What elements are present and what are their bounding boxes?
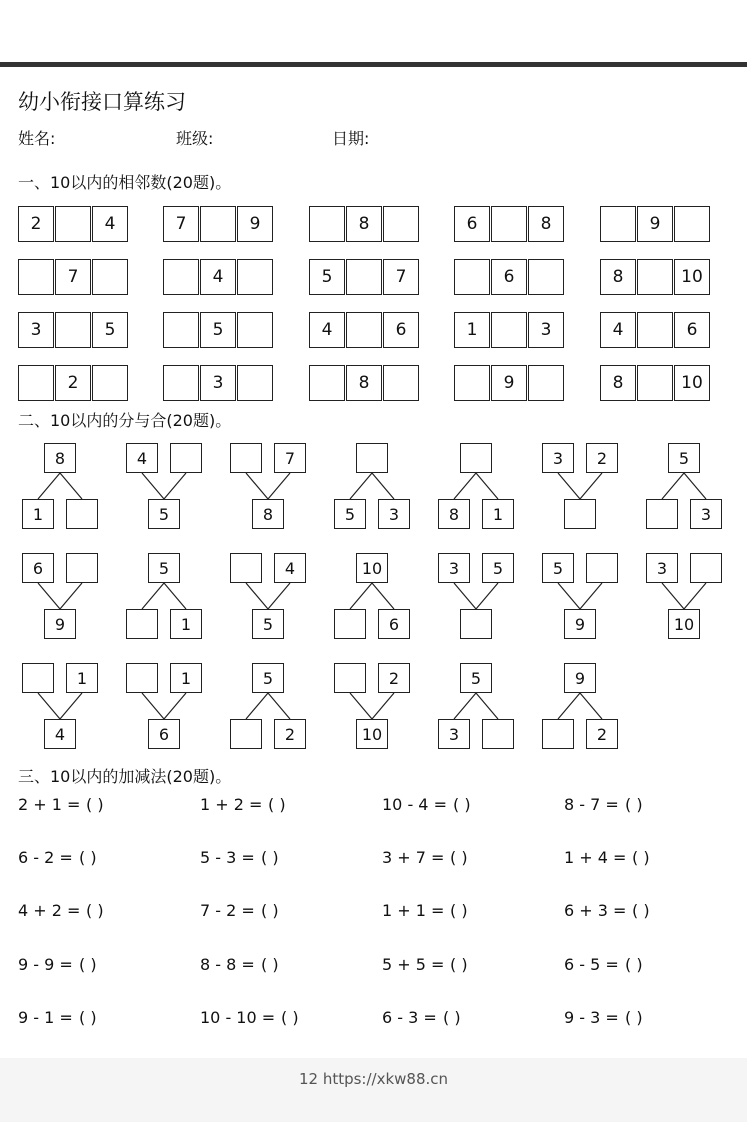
number-box: 5 — [200, 312, 236, 348]
number-box: 5 — [309, 259, 345, 295]
connector-line — [164, 583, 186, 609]
number-box: 8 — [346, 365, 382, 401]
number-box: 4 — [44, 719, 76, 749]
top-divider — [0, 62, 747, 67]
number-box: 3 — [646, 553, 678, 583]
connector-line — [372, 473, 394, 499]
connector-line — [454, 473, 476, 499]
adjacent-number-group — [163, 365, 273, 401]
answer-box[interactable] — [528, 365, 564, 401]
connector-line — [476, 473, 498, 499]
connector-line — [454, 583, 476, 609]
number-box: 5 — [668, 443, 700, 473]
connector-line — [580, 693, 602, 719]
number-bond-split — [646, 442, 726, 532]
number-box: 1 — [66, 663, 98, 693]
connector-line — [142, 583, 164, 609]
equation-expression: 9 - 9 = — [18, 955, 73, 974]
connector-line — [350, 473, 372, 499]
number-box: 7 — [55, 259, 91, 295]
answer-blank[interactable]: ( ) — [79, 955, 97, 974]
adjacent-number-group — [309, 206, 419, 242]
answer-box[interactable] — [163, 259, 199, 295]
number-bond-split — [230, 662, 310, 752]
number-box: 10 — [674, 259, 710, 295]
answer-box[interactable] — [460, 609, 492, 639]
answer-box[interactable] — [163, 312, 199, 348]
answer-box[interactable] — [646, 499, 678, 529]
section3-heading: 三、10以内的加减法(20题)。 — [18, 767, 232, 786]
number-bond-merge — [126, 662, 206, 752]
adjacent-number-group — [309, 312, 419, 348]
number-bond-merge — [22, 662, 102, 752]
connector-line — [558, 473, 580, 499]
connector-line — [476, 583, 498, 609]
answer-box[interactable] — [309, 365, 345, 401]
answer-blank[interactable]: ( ) — [79, 848, 97, 867]
adjacent-number-group — [163, 259, 273, 295]
number-box: 5 — [92, 312, 128, 348]
adjacent-number-group — [309, 365, 419, 401]
connector-line — [164, 693, 186, 719]
number-box: 2 — [18, 206, 54, 242]
answer-box[interactable] — [126, 609, 158, 639]
number-box: 3 — [438, 553, 470, 583]
answer-box[interactable] — [55, 206, 91, 242]
number-box: 4 — [126, 443, 158, 473]
number-box: 6 — [383, 312, 419, 348]
connector-line — [558, 693, 580, 719]
answer-box[interactable] — [460, 443, 492, 473]
number-box: 8 — [528, 206, 564, 242]
number-box: 5 — [334, 499, 366, 529]
equation-expression: 1 + 1 = — [382, 901, 445, 920]
connector-line — [684, 583, 706, 609]
number-box: 4 — [274, 553, 306, 583]
number-bond-split — [438, 662, 518, 752]
number-bond-split — [22, 442, 102, 532]
equation-expression: 6 - 5 = — [564, 955, 619, 974]
number-box: 9 — [637, 206, 673, 242]
number-box: 3 — [542, 443, 574, 473]
adjacent-number-group — [600, 312, 710, 348]
answer-blank[interactable]: ( ) — [625, 1008, 643, 1027]
answer-blank[interactable]: ( ) — [450, 848, 468, 867]
answer-box[interactable] — [383, 365, 419, 401]
answer-box[interactable] — [92, 365, 128, 401]
number-box: 4 — [92, 206, 128, 242]
equation-expression: 4 + 2 = — [18, 901, 81, 920]
number-box: 2 — [274, 719, 306, 749]
number-box: 9 — [491, 365, 527, 401]
answer-box[interactable] — [491, 206, 527, 242]
answer-blank[interactable]: ( ) — [86, 795, 104, 814]
number-box: 9 — [564, 663, 596, 693]
number-bond-merge — [230, 552, 310, 642]
number-box: 1 — [170, 609, 202, 639]
equation-expression: 5 - 3 = — [200, 848, 255, 867]
connector-line — [142, 473, 164, 499]
answer-box[interactable] — [542, 719, 574, 749]
answer-box[interactable] — [346, 312, 382, 348]
answer-box[interactable] — [334, 663, 366, 693]
equation-expression: 5 + 5 = — [382, 955, 445, 974]
number-box: 5 — [148, 499, 180, 529]
number-box: 2 — [378, 663, 410, 693]
answer-box[interactable] — [637, 312, 673, 348]
answer-box[interactable] — [237, 365, 273, 401]
connector-line — [60, 473, 82, 499]
adjacent-number-group — [600, 365, 710, 401]
section1-heading: 一、10以内的相邻数(20题)。 — [18, 173, 232, 192]
adjacent-number-group — [454, 312, 564, 348]
connector-line — [268, 473, 290, 499]
equation-expression: 6 - 3 = — [382, 1008, 437, 1027]
top-band — [0, 0, 747, 62]
equation-expression: 10 - 4 = — [382, 795, 447, 814]
answer-box[interactable] — [637, 365, 673, 401]
answer-blank[interactable]: ( ) — [86, 901, 104, 920]
answer-box[interactable] — [586, 553, 618, 583]
answer-box[interactable] — [163, 365, 199, 401]
answer-blank[interactable]: ( ) — [79, 1008, 97, 1027]
equation-expression: 3 + 7 = — [382, 848, 445, 867]
number-box: 6 — [674, 312, 710, 348]
number-box: 5 — [482, 553, 514, 583]
adjacent-number-group — [163, 206, 273, 242]
answer-box[interactable] — [690, 553, 722, 583]
number-box: 5 — [148, 553, 180, 583]
name-field-label: 姓名: — [18, 129, 56, 148]
answer-box[interactable] — [482, 719, 514, 749]
connector-line — [454, 693, 476, 719]
answer-box[interactable] — [564, 499, 596, 529]
number-box: 5 — [252, 609, 284, 639]
answer-blank[interactable]: ( ) — [268, 795, 286, 814]
number-box: 6 — [454, 206, 490, 242]
answer-box[interactable] — [491, 312, 527, 348]
class-field-label: 班级: — [176, 129, 214, 148]
adjacent-number-group — [600, 259, 710, 295]
adjacent-number-group — [454, 206, 564, 242]
number-box: 3 — [438, 719, 470, 749]
adjacent-number-group — [18, 365, 128, 401]
number-bond-merge — [126, 442, 206, 532]
answer-box[interactable] — [92, 259, 128, 295]
connector-line — [246, 693, 268, 719]
answer-blank[interactable]: ( ) — [632, 848, 650, 867]
equation-expression: 7 - 2 = — [200, 901, 255, 920]
number-box: 10 — [356, 719, 388, 749]
number-box: 4 — [600, 312, 636, 348]
connector-line — [60, 583, 82, 609]
number-box: 10 — [674, 365, 710, 401]
answer-blank[interactable]: ( ) — [625, 955, 643, 974]
number-box: 3 — [200, 365, 236, 401]
number-box: 5 — [542, 553, 574, 583]
answer-box[interactable] — [55, 312, 91, 348]
answer-blank[interactable]: ( ) — [443, 1008, 461, 1027]
answer-box[interactable] — [346, 259, 382, 295]
number-box: 5 — [460, 663, 492, 693]
number-box: 1 — [22, 499, 54, 529]
connector-line — [372, 693, 394, 719]
connector-line — [476, 693, 498, 719]
number-box: 2 — [586, 719, 618, 749]
connector-line — [372, 583, 394, 609]
connector-line — [558, 583, 580, 609]
page-footer: 12 https://xkw88.cn — [298, 1070, 449, 1088]
number-box: 1 — [482, 499, 514, 529]
connector-line — [246, 583, 268, 609]
answer-box[interactable] — [237, 259, 273, 295]
answer-blank[interactable]: ( ) — [261, 901, 279, 920]
answer-box[interactable] — [230, 553, 262, 583]
connector-line — [38, 473, 60, 499]
number-box: 5 — [252, 663, 284, 693]
adjacent-number-group — [18, 206, 128, 242]
connector-line — [580, 583, 602, 609]
answer-box[interactable] — [356, 443, 388, 473]
bottom-band — [0, 1058, 747, 1122]
adjacent-number-group — [18, 259, 128, 295]
number-box: 4 — [200, 259, 236, 295]
number-bond-merge — [230, 442, 310, 532]
number-bond-merge — [334, 662, 414, 752]
number-box: 3 — [690, 499, 722, 529]
section2-heading: 二、10以内的分与合(20题)。 — [18, 411, 232, 430]
number-bond-split — [542, 662, 622, 752]
number-bond-merge — [542, 552, 622, 642]
adjacent-number-group — [454, 259, 564, 295]
connector-line — [350, 583, 372, 609]
answer-blank[interactable]: ( ) — [450, 955, 468, 974]
equation-expression: 2 + 1 = — [18, 795, 81, 814]
connector-line — [38, 693, 60, 719]
equation-expression: 1 + 4 = — [564, 848, 627, 867]
answer-box[interactable] — [22, 663, 54, 693]
connector-line — [662, 583, 684, 609]
connector-line — [268, 583, 290, 609]
number-box: 8 — [252, 499, 284, 529]
number-box: 9 — [44, 609, 76, 639]
answer-box[interactable] — [637, 259, 673, 295]
number-bond-merge — [542, 442, 622, 532]
answer-blank[interactable]: ( ) — [625, 795, 643, 814]
answer-box[interactable] — [200, 206, 236, 242]
number-box: 10 — [356, 553, 388, 583]
number-box: 6 — [22, 553, 54, 583]
answer-blank[interactable]: ( ) — [281, 1008, 299, 1027]
equation-expression: 6 - 2 = — [18, 848, 73, 867]
answer-blank[interactable]: ( ) — [453, 795, 471, 814]
date-field-label: 日期: — [332, 129, 370, 148]
number-box: 8 — [44, 443, 76, 473]
number-bond-split — [334, 552, 414, 642]
connector-line — [684, 473, 706, 499]
answer-box[interactable] — [126, 663, 158, 693]
answer-blank[interactable]: ( ) — [261, 955, 279, 974]
number-bond-merge — [646, 552, 726, 642]
number-box: 2 — [55, 365, 91, 401]
number-box: 9 — [237, 206, 273, 242]
number-bond-split — [334, 442, 414, 532]
number-box: 8 — [600, 259, 636, 295]
answer-box[interactable] — [230, 443, 262, 473]
answer-box[interactable] — [18, 365, 54, 401]
answer-box[interactable] — [66, 499, 98, 529]
number-box: 7 — [383, 259, 419, 295]
adjacent-number-group — [18, 312, 128, 348]
connector-line — [268, 693, 290, 719]
number-box: 10 — [668, 609, 700, 639]
answer-box[interactable] — [230, 719, 262, 749]
connector-line — [662, 473, 684, 499]
equation-expression: 6 + 3 = — [564, 901, 627, 920]
answer-box[interactable] — [237, 312, 273, 348]
equation-expression: 9 - 3 = — [564, 1008, 619, 1027]
adjacent-number-group — [163, 312, 273, 348]
equation-expression: 8 - 8 = — [200, 955, 255, 974]
equation-expression: 8 - 7 = — [564, 795, 619, 814]
answer-box[interactable] — [454, 365, 490, 401]
adjacent-number-group — [600, 206, 710, 242]
equation-expression: 9 - 1 = — [18, 1008, 73, 1027]
number-box: 7 — [163, 206, 199, 242]
answer-box[interactable] — [66, 553, 98, 583]
number-box: 6 — [491, 259, 527, 295]
answer-box[interactable] — [334, 609, 366, 639]
answer-blank[interactable]: ( ) — [632, 901, 650, 920]
number-box: 3 — [18, 312, 54, 348]
page-title: 幼小衔接口算练习 — [18, 90, 186, 114]
number-bond-split — [438, 442, 518, 532]
answer-blank[interactable]: ( ) — [450, 901, 468, 920]
number-box: 9 — [564, 609, 596, 639]
number-box: 1 — [170, 663, 202, 693]
connector-line — [350, 693, 372, 719]
answer-blank[interactable]: ( ) — [261, 848, 279, 867]
connector-line — [38, 583, 60, 609]
adjacent-number-group — [309, 259, 419, 295]
answer-box[interactable] — [18, 259, 54, 295]
number-box: 6 — [378, 609, 410, 639]
connector-line — [142, 693, 164, 719]
equation-expression: 1 + 2 = — [200, 795, 263, 814]
answer-box[interactable] — [674, 206, 710, 242]
number-bond-split — [126, 552, 206, 642]
answer-box[interactable] — [528, 259, 564, 295]
connector-line — [60, 693, 82, 719]
answer-box[interactable] — [383, 206, 419, 242]
connector-line — [580, 473, 602, 499]
number-box: 4 — [309, 312, 345, 348]
number-bond-merge — [22, 552, 102, 642]
connector-line — [164, 473, 186, 499]
connector-line — [246, 473, 268, 499]
number-box: 3 — [528, 312, 564, 348]
equation-expression: 10 - 10 = — [200, 1008, 276, 1027]
number-bond-merge — [438, 552, 518, 642]
number-box: 3 — [378, 499, 410, 529]
answer-box[interactable] — [309, 206, 345, 242]
number-box: 8 — [346, 206, 382, 242]
number-box: 8 — [600, 365, 636, 401]
answer-box[interactable] — [454, 259, 490, 295]
adjacent-number-group — [454, 365, 564, 401]
number-box: 2 — [586, 443, 618, 473]
number-box: 8 — [438, 499, 470, 529]
answer-box[interactable] — [600, 206, 636, 242]
number-box: 1 — [454, 312, 490, 348]
number-box: 7 — [274, 443, 306, 473]
answer-box[interactable] — [170, 443, 202, 473]
number-box: 6 — [148, 719, 180, 749]
